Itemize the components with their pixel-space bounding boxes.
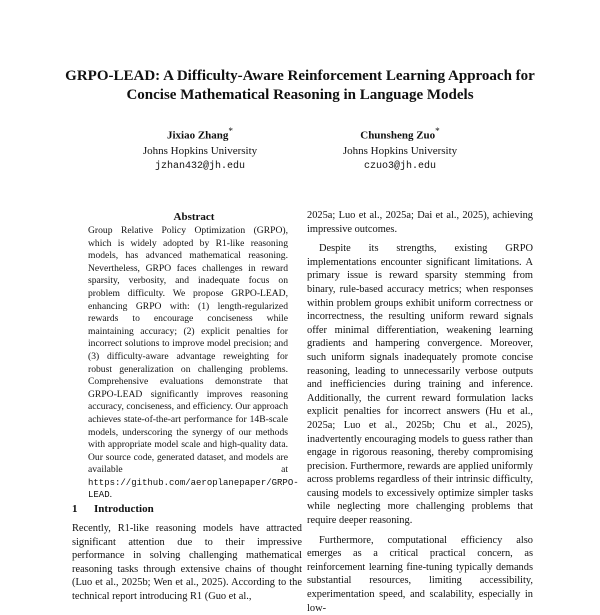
author-mark: * — [228, 126, 233, 136]
author-email[interactable]: czuo3@jh.edu — [363, 160, 436, 172]
intro-paragraph: Recently, R1-like reasoning models have attracted significant attention due to their impressive performance in solving challenging mathematical reasoning tasks through extensive chains of thought (Luo et al., 2025b; Wen et al., 2025). According to the technical report introducing R1 (Guo et al., — [72, 523, 302, 602]
right-column — [307, 209, 533, 615]
author-block-2 — [315, 124, 485, 174]
author-name: Chunsheng Zuo — [360, 129, 436, 142]
right-paragraph-3: Furthermore, computational efficiency also emerges as a critical practical concern, as reinforcement learning fine-tuning typically demands substantial resources, limiting accessibility, experimentation speed, and scalability, especially in low- — [307, 534, 533, 614]
section-heading — [72, 503, 154, 515]
author-mark: * — [435, 126, 440, 136]
right-paragraph-1: 2025a; Luo et al., 2025a; Dai et al., 2025), achieving impressive outcomes. — [307, 210, 533, 235]
author-name: Jixiao Zhang — [166, 129, 229, 142]
intro-text — [72, 522, 302, 604]
author-email[interactable]: jzhan432@jh.edu — [154, 160, 245, 172]
abstract-body — [88, 225, 299, 502]
abstract-end: . — [109, 489, 113, 501]
author-block-1 — [115, 124, 285, 174]
section-title: Introduction — [94, 503, 154, 515]
right-paragraph-2: Despite its strengths, existing GRPO implementations encounter significant limitations. A primary issue is reward sparsity stemming from binary, rule-based accuracy metrics; when responses within problem groups exhibit uniform correctness or incorrectness, the resulting uniform reward signals offer minimal differentiation, weakening learning gradients and hampering convergence. Moreover, such uniform signals inadequately promote concise reasoning, leading to unnecessarily verbose outputs and inefficiencies during training and inference. Additionally, the current reward formulation lacks explicit penalties for incorrect answers (Hu et al., 2025a; Luo et al., 2025b; Chu et al., 2025), inadvertently encouraging models to guess rather than engage in rigorous reasoning, thereby compromising precision. Furthermore, rewards are applied uniformly across problems regardless of their intrinsic difficulty, causing models to excessively optimize simpler tasks while neglecting more challenging problems that require deeper reasoning. — [307, 243, 533, 527]
author-affiliation: Johns Hopkins University — [342, 144, 458, 157]
abstract-text: Group Relative Policy Optimization (GRPO), which is widely adopted by R1-like reasoning models, has advanced mathematical reasoning. Nevertheless, GRPO faces challenges in reward sparsity, verbosity, and inadequate focus on problem difficulty. We propose GRPO-LEAD, enhancing GRPO with: (1) length-regularized rewards to encourage conciseness while maintaining accuracy; (2) explicit penalties for incorrect solutions to improve model precision; and (3) difficulty-aware advantage reweighting for robust generalization on challenging problems. Comprehensive evaluations demonstrate that GRPO-LEAD significantly improves reasoning accuracy, conciseness, and efficiency. Our approach achieves state-of-the-art performance for 14B-scale models, underscoring the synergy of our methods with appropriate model scale and high-quality data. Our source code, generated dataset, and models are available at — [88, 225, 288, 476]
paper-title: GRPO-LEAD: A Difficulty-Aware Reinforcement Learning Approach for Concise Mathematical Reasoning in Language Models — [65, 68, 535, 103]
abstract-code-link[interactable]: https://github.com/aeroplanepaper/GRPO-LEAD — [88, 477, 299, 501]
author-affiliation: Johns Hopkins University — [142, 144, 258, 157]
abstract-heading: Abstract — [173, 211, 215, 223]
section-number: 1 — [72, 503, 78, 515]
